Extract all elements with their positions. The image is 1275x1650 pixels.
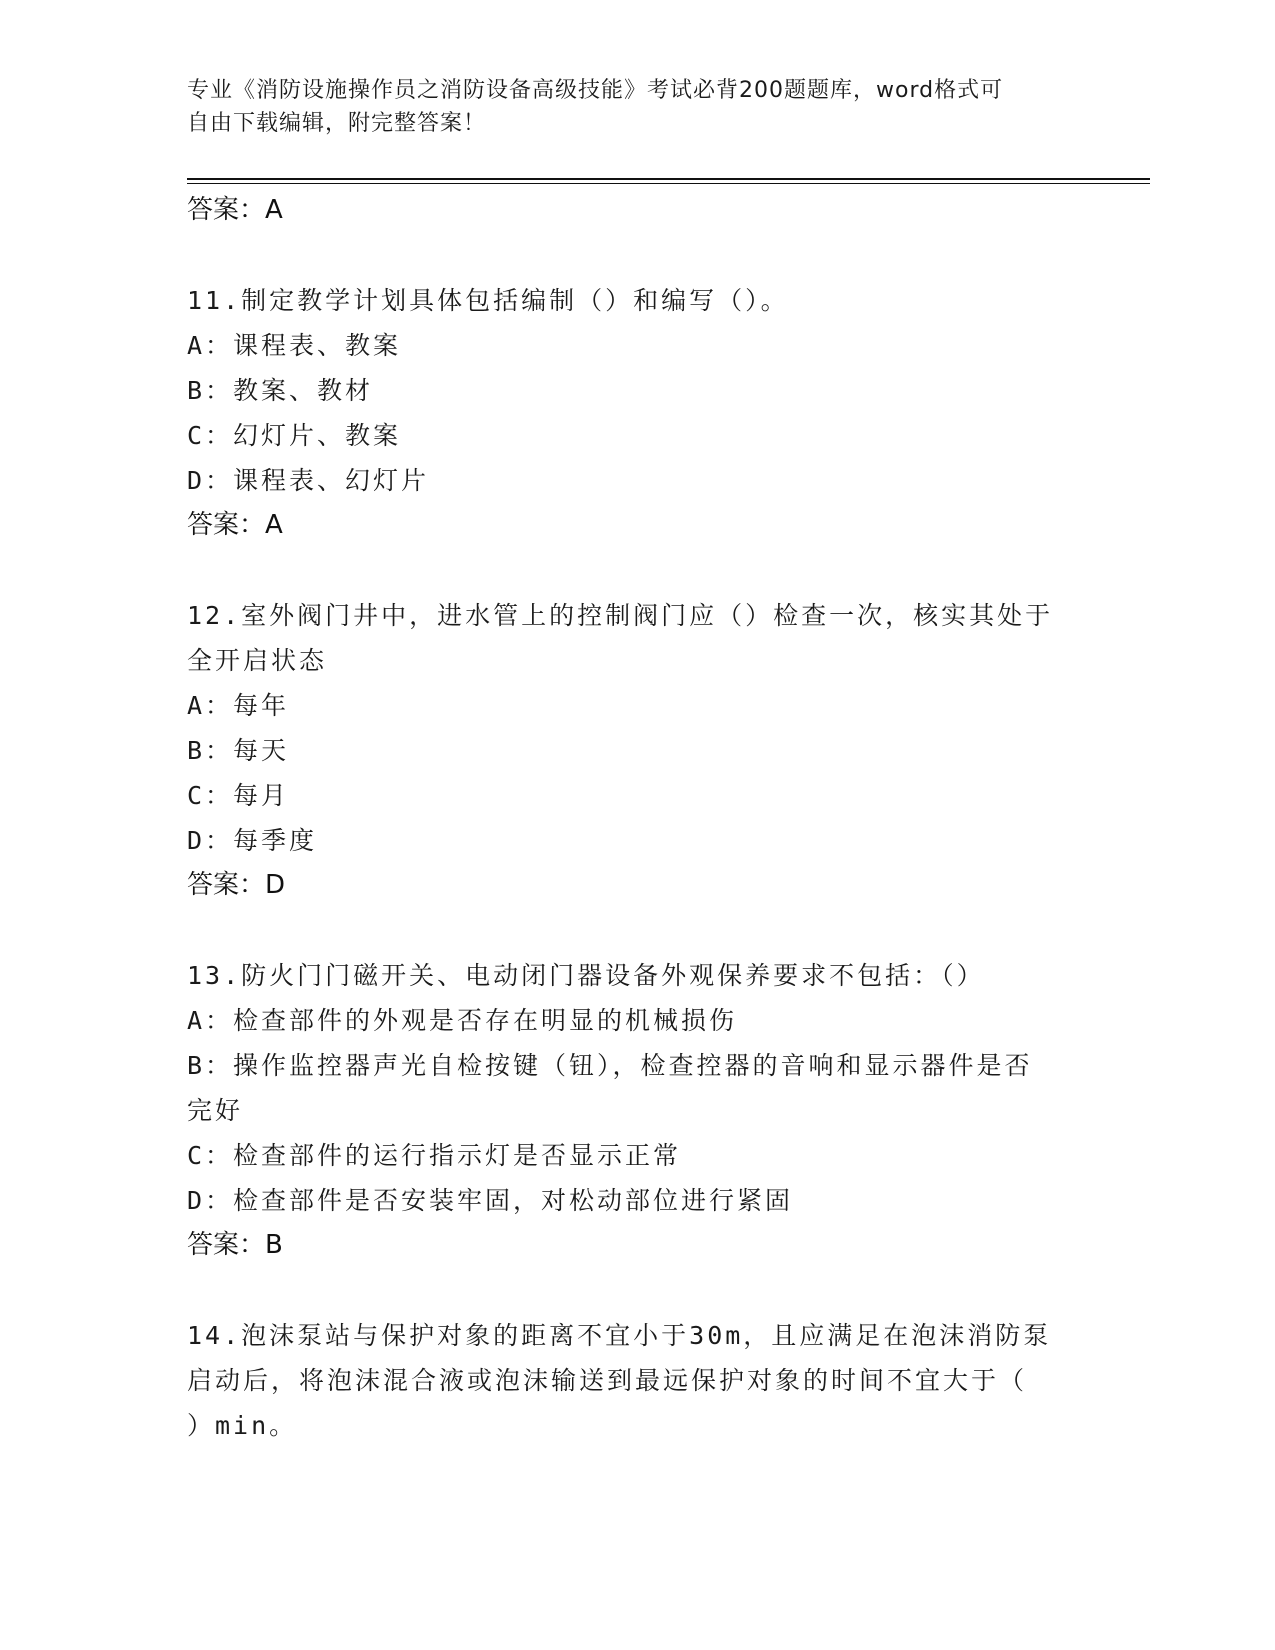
question-stem: 14.泡沫泵站与保护对象的距离不宜小于30m，且应满足在泡沫消防泵: [187, 1321, 1052, 1350]
option-d: D：课程表、幻灯片: [187, 466, 430, 495]
question-14: [187, 1313, 1087, 1448]
question-stem-continued: 全开启状态: [187, 646, 328, 675]
question-stem: 12.室外阀门井中，进水管上的控制阀门应（）检查一次，核实其处于: [187, 601, 1054, 630]
question-stem-continued: ）min。: [187, 1411, 298, 1440]
option-b: B：每天: [187, 736, 290, 765]
spacer: [187, 1268, 1087, 1313]
spacer: [187, 233, 1087, 278]
spacer: [187, 908, 1087, 953]
option-c: C：幻灯片、教案: [187, 421, 402, 450]
answer: 答案：D: [187, 870, 286, 900]
option-c: C：检查部件的运行指示灯是否显示正常: [187, 1141, 682, 1170]
question-12: [187, 593, 1087, 908]
answer: 答案：A: [187, 510, 283, 540]
question-13: [187, 953, 1087, 1268]
header-divider-thin: [187, 183, 1150, 184]
option-a: A：每年: [187, 691, 290, 720]
answer: 答案：B: [187, 1230, 283, 1260]
option-a: A：检查部件的外观是否存在明显的机械损伤: [187, 1006, 738, 1035]
question-list: [187, 188, 1087, 1448]
question-11: [187, 278, 1087, 548]
question-stem: 13.防火门门磁开关、电动闭门器设备外观保养要求不包括：（）: [187, 961, 985, 990]
option-a: A：课程表、教案: [187, 331, 402, 360]
option-b-continued: 完好: [187, 1096, 244, 1125]
option-c: C：每月: [187, 781, 290, 810]
question-stem: 11.制定教学计划具体包括编制（）和编写（）。: [187, 286, 789, 315]
option-d: D：每季度: [187, 826, 318, 855]
header-line-2: 自由下载编辑，附完整答案！: [187, 111, 487, 136]
option-b: B：操作监控器声光自检按键（钮），检查控器的音响和显示器件是否: [187, 1051, 1033, 1080]
header-divider-thick: [187, 178, 1150, 180]
document-header: [187, 74, 1067, 140]
question-stem-continued: 启动后，将泡沫混合液或泡沫输送到最远保护对象的时间不宜大于（: [187, 1366, 1028, 1395]
previous-answer: 答案：A: [187, 195, 283, 225]
option-d: D：检查部件是否安装牢固，对松动部位进行紧固: [187, 1186, 794, 1215]
spacer: [187, 548, 1087, 593]
header-line-1: 专业《消防设施操作员之消防设备高级技能》考试必背200题题库，word格式可: [187, 78, 1004, 103]
option-b: B：教案、教材: [187, 376, 374, 405]
